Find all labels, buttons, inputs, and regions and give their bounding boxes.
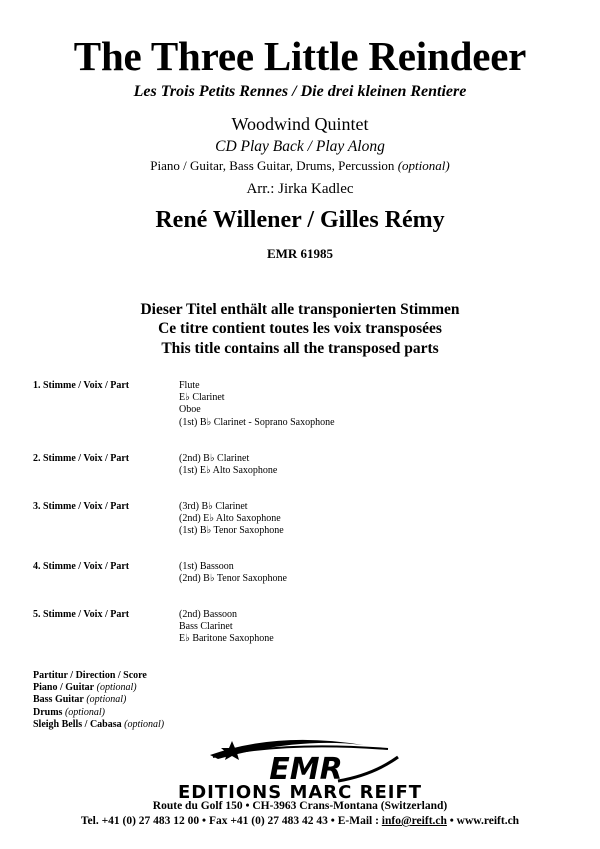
- instrument-item: (1st) E♭ Alto Saxophone: [179, 465, 278, 477]
- accompaniment-line: [0, 158, 600, 174]
- extras-note: (optional): [124, 718, 165, 730]
- logo-text: EMR: [269, 752, 343, 787]
- instrument-item: (3rd) B♭ Clarinet: [179, 501, 248, 512]
- instrument-item: (2nd) B♭ Clarinet: [179, 453, 250, 464]
- instrument-item: (2nd) E♭ Alto Saxophone: [179, 513, 281, 525]
- playback-line: CD Play Back / Play Along: [215, 138, 385, 155]
- instrument-item: E♭ Clarinet: [179, 392, 225, 404]
- contact-website: • www.reift.ch: [446, 815, 520, 827]
- publisher-name: EDITIONS MARC REIFT: [177, 782, 423, 803]
- extras-name: Drums: [33, 706, 63, 718]
- page-title: The Three Little Reindeer: [73, 33, 527, 79]
- part-label-1: 1. Stimme / Voix / Part: [33, 380, 130, 391]
- composers: René Willener / Gilles Rémy: [155, 207, 445, 233]
- subtitle: Les Trois Petits Rennes / Die drei kleinen Rentiere: [133, 83, 467, 100]
- notice-french: Ce titre contient toutes les voix transposées: [158, 320, 442, 337]
- extras-note: (optional): [96, 682, 137, 694]
- part-label-5: 5. Stimme / Voix / Part: [33, 609, 130, 620]
- email-link[interactable]: info@reift.ch: [381, 815, 447, 827]
- part-instruments-5: [179, 609, 274, 646]
- extras-name: Piano / Guitar: [33, 682, 95, 694]
- extras-list: [33, 670, 164, 731]
- ensemble: Woodwind Quintet: [231, 114, 369, 134]
- part-label-3: 3. Stimme / Voix / Part: [33, 501, 130, 512]
- instrument-item: (1st) Bassoon: [179, 561, 234, 572]
- notice-german: Dieser Titel enthält alle transponierten Stimmen: [140, 301, 460, 318]
- contact-phone-fax: Tel. +41 (0) 27 483 12 00 • Fax +41 (0) 27 483 42 43 • E-Mail :: [80, 815, 382, 827]
- arranger: Arr.: Jirka Kadlec: [246, 181, 354, 197]
- publisher-address: Route du Golf 150 • CH-3963 Crans-Montana (Switzerland): [152, 800, 448, 812]
- extras-item: [33, 719, 164, 731]
- extras-note: (optional): [64, 706, 105, 718]
- extras-name: Bass Guitar: [33, 694, 84, 706]
- instrument-item: Oboe: [179, 404, 201, 416]
- part-instruments-1: [179, 380, 335, 429]
- instrument-item: (2nd) Bassoon: [179, 609, 238, 620]
- instrument-item: Bass Clarinet: [179, 621, 233, 633]
- extras-item: [33, 694, 164, 706]
- part-instruments-2: [179, 453, 277, 477]
- instrument-item: Flute: [179, 380, 200, 391]
- instrument-item: E♭ Baritone Saxophone: [179, 633, 274, 645]
- extras-name: Sleigh Bells / Cabasa: [33, 718, 122, 730]
- part-label-4: 4. Stimme / Voix / Part: [33, 561, 130, 572]
- notice-english: This title contains all the transposed parts: [161, 340, 439, 357]
- extras-item: [33, 670, 164, 682]
- catalog-number: EMR 61985: [266, 246, 334, 261]
- accompaniment-note: (optional): [397, 158, 450, 173]
- instrument-item: (1st) B♭ Tenor Saxophone: [179, 525, 284, 537]
- part-instruments-4: [179, 561, 287, 585]
- extras-item: [33, 682, 164, 694]
- part-instruments-3: [179, 501, 284, 538]
- accompaniment-text: Piano / Guitar, Bass Guitar, Drums, Percussion: [150, 158, 395, 173]
- part-label-2: 2. Stimme / Voix / Part: [33, 453, 130, 464]
- extras-note: (optional): [86, 694, 127, 706]
- extras-name: Partitur / Direction / Score: [33, 670, 147, 681]
- extras-item: [33, 707, 164, 719]
- instrument-item: (2nd) B♭ Tenor Saxophone: [179, 573, 287, 585]
- instrument-item: (1st) B♭ Clarinet - Soprano Saxophone: [179, 416, 335, 428]
- publisher-contact: [0, 815, 600, 827]
